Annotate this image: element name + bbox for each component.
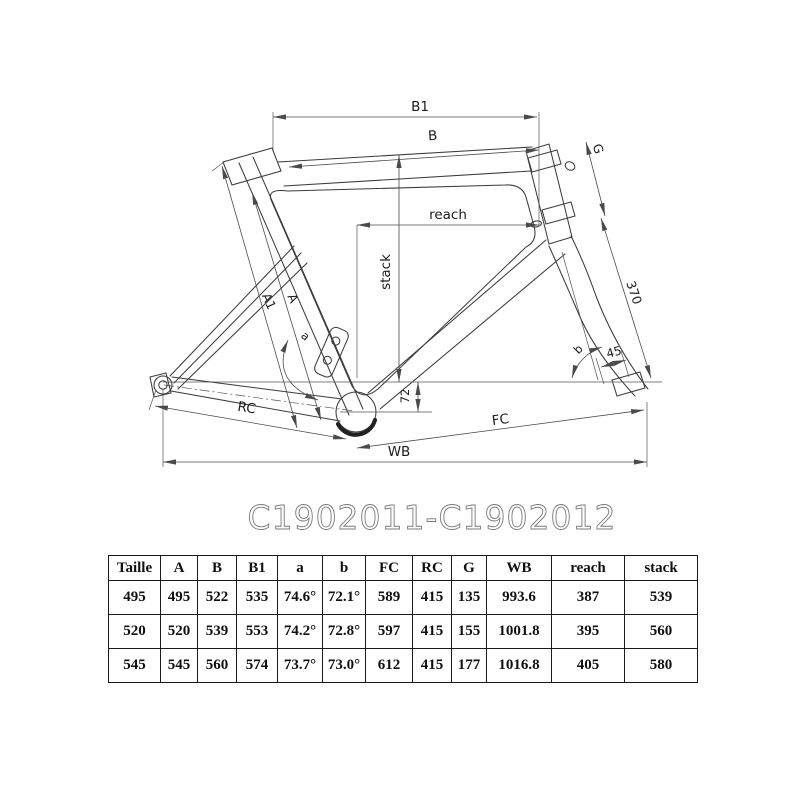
col-header-b1: B1	[237, 556, 278, 581]
headset-spacer-bottom	[542, 202, 575, 224]
col-header-rc: RC	[413, 556, 452, 581]
col-header-fc: FC	[366, 556, 413, 581]
cell: 1001.8	[487, 615, 552, 649]
cell: 560	[198, 649, 237, 683]
dim-label-d45: 45	[604, 343, 624, 361]
col-header-b: b	[323, 556, 366, 581]
cell: 539	[625, 581, 698, 615]
derailleur-plate	[313, 325, 350, 378]
cell: 535	[237, 581, 278, 615]
cell: 993.6	[487, 581, 552, 615]
ext-45-left	[596, 358, 604, 384]
cell: 135	[452, 581, 487, 615]
dim-label-fc: FC	[490, 410, 511, 430]
top-tube-upper-edge	[278, 147, 532, 162]
geometry-table	[108, 555, 698, 683]
dim-label-g: G	[589, 141, 607, 156]
cell: 574	[237, 649, 278, 683]
cell: 415	[413, 649, 452, 683]
dim-label-rc: RC	[236, 398, 257, 418]
cell: 580	[625, 649, 698, 683]
seat-tube-left-edge	[239, 163, 349, 415]
dim-label-d72: 72	[398, 388, 412, 404]
col-header-stack: stack	[625, 556, 698, 581]
derailleur-mount	[313, 325, 350, 378]
cell: 72.8°	[323, 615, 366, 649]
cell: 589	[366, 581, 413, 615]
col-header-a: A	[161, 556, 198, 581]
seat-stay-2	[174, 253, 301, 383]
dim-label-stack: stack	[378, 254, 394, 290]
headset-spacer-top	[528, 150, 561, 172]
dim-label-reach: reach	[429, 207, 467, 223]
dimension-labels	[236, 99, 645, 460]
hanger-detail	[564, 160, 577, 172]
dim-label-a-len: A	[284, 291, 302, 306]
cell: 395	[552, 615, 625, 649]
cell: 73.0°	[323, 649, 366, 683]
col-header-g: G	[452, 556, 487, 581]
fork-blade-left-edge	[549, 246, 635, 396]
steering-axis	[562, 252, 598, 380]
col-header-b: B	[198, 556, 237, 581]
drawing-title: C1902011-C1902012	[247, 498, 617, 537]
cell: 553	[237, 615, 278, 649]
cell: 387	[552, 581, 625, 615]
dim-label-angle-b: b	[570, 341, 586, 357]
cell: 495	[109, 581, 161, 615]
dimension-lines	[155, 117, 651, 462]
cell: 520	[161, 615, 198, 649]
cell: 495	[161, 581, 198, 615]
cable-port	[530, 220, 542, 228]
seat-mast-cap	[223, 148, 281, 185]
cell: 72.1°	[323, 581, 366, 615]
cell: 560	[625, 615, 698, 649]
table-row-520	[109, 615, 698, 649]
col-header-taille: Taille	[109, 556, 161, 581]
angle-arc-a	[283, 340, 318, 400]
cell: 539	[198, 615, 237, 649]
dim-line-45	[601, 360, 626, 367]
dim-line-b	[289, 150, 539, 167]
seat-tube-right-edge	[253, 157, 363, 409]
cell: 73.7°	[278, 649, 323, 683]
down-tube-upper-edge	[368, 240, 546, 393]
table-header-row	[109, 556, 698, 581]
dim-label-b1: B1	[411, 99, 429, 115]
table-row-545	[109, 649, 698, 683]
cell: 597	[366, 615, 413, 649]
top-tube-lower-edge	[284, 171, 531, 186]
col-header-reach: reach	[552, 556, 625, 581]
cell: 545	[161, 649, 198, 683]
col-header-wb: WB	[487, 556, 552, 581]
cell: 522	[198, 581, 237, 615]
seat-stay-1	[170, 246, 294, 376]
cell: 1016.8	[487, 649, 552, 683]
cell: 415	[413, 581, 452, 615]
dim-label-b: B	[427, 127, 438, 145]
cell: 545	[109, 649, 161, 683]
cell: 415	[413, 615, 452, 649]
dim-label-a1: A1	[258, 290, 280, 312]
cell: 405	[552, 649, 625, 683]
cell: 177	[452, 649, 487, 683]
dim-label-wb: WB	[387, 444, 411, 460]
extension-lines	[149, 112, 662, 467]
head-tube	[526, 144, 572, 244]
down-tube-lower-edge	[380, 254, 565, 409]
dim-label-len370: 370	[623, 278, 646, 307]
seat-stay-3	[178, 263, 307, 389]
dim-label-angle-a: a	[298, 328, 313, 344]
cell: 155	[452, 615, 487, 649]
table-row-495	[109, 581, 698, 615]
col-header-a: a	[278, 556, 323, 581]
ext-rc	[149, 390, 156, 410]
cell: 74.6°	[278, 581, 323, 615]
cell: 612	[366, 649, 413, 683]
cell: 520	[109, 615, 161, 649]
cell: 74.2°	[278, 615, 323, 649]
